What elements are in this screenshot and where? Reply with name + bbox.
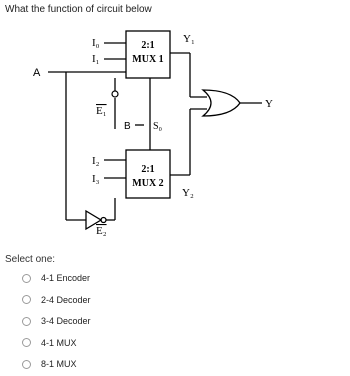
radio-button[interactable] (22, 274, 31, 283)
option-label: 2-4 Decoder (41, 294, 91, 305)
mux1-title: MUX 1 (132, 54, 164, 65)
radio-button[interactable] (22, 295, 31, 304)
label-i0: I₀ (92, 37, 100, 49)
label-i1: I₁ (92, 53, 100, 65)
mux2-ratio: 2:1 (141, 164, 155, 175)
option-label: 8-1 MUX (41, 359, 77, 370)
option-4-1-encoder[interactable] (22, 268, 91, 288)
label-a: A (33, 67, 41, 79)
label-e2: E₂ (96, 225, 107, 237)
label-s0: S₀ (153, 121, 163, 132)
question-text: What the function of circuit below (5, 4, 152, 15)
mux2-title: MUX 2 (132, 178, 164, 189)
label-i2: I₂ (92, 155, 100, 167)
option-label: 4-1 MUX (41, 337, 77, 348)
label-e1: E₁ (96, 105, 107, 117)
label-b: B (124, 121, 131, 132)
enable-bubble (112, 91, 118, 97)
option-3-4-decoder[interactable] (22, 311, 91, 331)
option-label: 4-1 Encoder (41, 273, 91, 283)
option-4-1-mux[interactable] (22, 333, 91, 353)
or-gate (203, 90, 240, 116)
option-label: 3-4 Decoder (41, 316, 91, 327)
mux1-ratio: 2:1 (141, 40, 155, 51)
select-one-label: Select one: (5, 254, 56, 265)
label-i3: I₃ (92, 173, 100, 185)
radio-button[interactable] (22, 338, 31, 347)
radio-button[interactable] (22, 317, 31, 326)
label-y2: Y₂ (182, 187, 194, 199)
radio-button[interactable] (22, 360, 31, 369)
answer-options (22, 268, 91, 376)
option-2-4-decoder[interactable] (22, 290, 91, 310)
option-8-1-mux[interactable] (22, 354, 91, 374)
label-y1: Y₁ (183, 33, 195, 45)
label-y: Y (265, 98, 273, 110)
